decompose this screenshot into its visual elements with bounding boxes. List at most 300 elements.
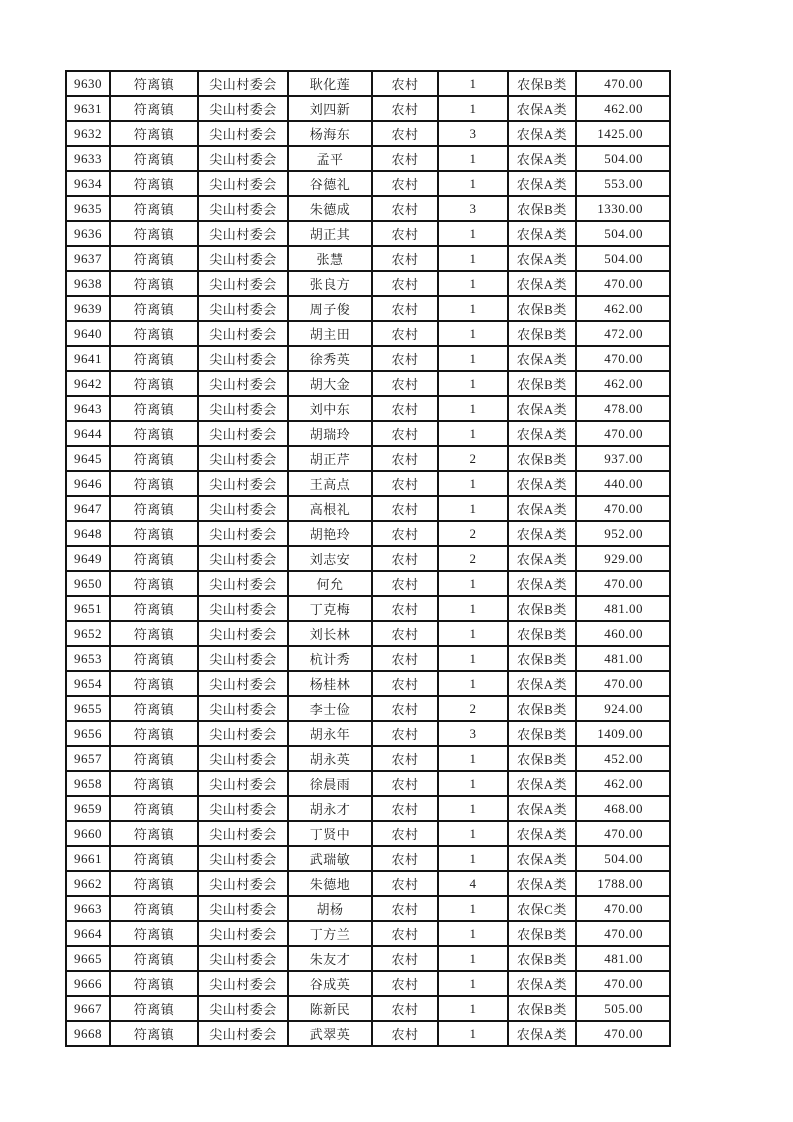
table-row: [66, 371, 670, 396]
table-row: [66, 846, 670, 871]
cell-village-committee: 尖山村委会: [198, 671, 288, 696]
cell-person-name: 张良方: [288, 271, 372, 296]
cell-area-type: 农村: [372, 471, 438, 496]
cell-area-type: 农村: [372, 446, 438, 471]
cell-area-type: 农村: [372, 521, 438, 546]
cell-person-count: 1: [438, 171, 508, 196]
cell-village-committee: 尖山村委会: [198, 646, 288, 671]
cell-person-name: 胡主田: [288, 321, 372, 346]
cell-insurance-category: 农保A类: [508, 171, 576, 196]
cell-town: 符离镇: [110, 646, 198, 671]
cell-amount: 504.00: [576, 246, 670, 271]
cell-village-committee: 尖山村委会: [198, 221, 288, 246]
cell-person-name: 朱友才: [288, 946, 372, 971]
cell-town: 符离镇: [110, 721, 198, 746]
cell-record-id: 9646: [66, 471, 110, 496]
cell-record-id: 9641: [66, 346, 110, 371]
cell-record-id: 9666: [66, 971, 110, 996]
cell-area-type: 农村: [372, 421, 438, 446]
table-row: [66, 471, 670, 496]
table-row: [66, 1021, 670, 1046]
cell-person-count: 1: [438, 596, 508, 621]
cell-village-committee: 尖山村委会: [198, 371, 288, 396]
cell-insurance-category: 农保B类: [508, 721, 576, 746]
cell-insurance-category: 农保A类: [508, 1021, 576, 1046]
cell-town: 符离镇: [110, 421, 198, 446]
cell-amount: 924.00: [576, 696, 670, 721]
cell-town: 符离镇: [110, 896, 198, 921]
cell-area-type: 农村: [372, 96, 438, 121]
table-row: [66, 671, 670, 696]
cell-person-name: 朱德成: [288, 196, 372, 221]
cell-town: 符离镇: [110, 346, 198, 371]
cell-person-count: 4: [438, 871, 508, 896]
cell-area-type: 农村: [372, 721, 438, 746]
table-row: [66, 546, 670, 571]
cell-person-name: 刘中东: [288, 396, 372, 421]
cell-record-id: 9651: [66, 596, 110, 621]
cell-town: 符离镇: [110, 196, 198, 221]
cell-village-committee: 尖山村委会: [198, 521, 288, 546]
cell-record-id: 9661: [66, 846, 110, 871]
cell-amount: 470.00: [576, 896, 670, 921]
cell-village-committee: 尖山村委会: [198, 196, 288, 221]
cell-insurance-category: 农保A类: [508, 796, 576, 821]
cell-town: 符离镇: [110, 271, 198, 296]
cell-person-count: 1: [438, 946, 508, 971]
cell-person-name: 丁方兰: [288, 921, 372, 946]
cell-record-id: 9640: [66, 321, 110, 346]
cell-area-type: 农村: [372, 571, 438, 596]
table-row: [66, 396, 670, 421]
cell-town: 符离镇: [110, 471, 198, 496]
cell-village-committee: 尖山村委会: [198, 246, 288, 271]
cell-person-count: 1: [438, 396, 508, 421]
cell-person-name: 刘四新: [288, 96, 372, 121]
cell-town: 符离镇: [110, 546, 198, 571]
cell-person-name: 高根礼: [288, 496, 372, 521]
cell-village-committee: 尖山村委会: [198, 596, 288, 621]
cell-person-name: 周子俊: [288, 296, 372, 321]
cell-record-id: 9638: [66, 271, 110, 296]
cell-person-count: 1: [438, 996, 508, 1021]
cell-record-id: 9667: [66, 996, 110, 1021]
cell-village-committee: 尖山村委会: [198, 1021, 288, 1046]
cell-village-committee: 尖山村委会: [198, 121, 288, 146]
cell-person-count: 2: [438, 546, 508, 571]
cell-person-name: 杨桂林: [288, 671, 372, 696]
cell-person-name: 谷成英: [288, 971, 372, 996]
cell-village-committee: 尖山村委会: [198, 821, 288, 846]
cell-town: 符离镇: [110, 771, 198, 796]
cell-village-committee: 尖山村委会: [198, 146, 288, 171]
cell-amount: 481.00: [576, 646, 670, 671]
table-row: [66, 596, 670, 621]
cell-person-count: 1: [438, 646, 508, 671]
cell-town: 符离镇: [110, 871, 198, 896]
cell-insurance-category: 农保A类: [508, 146, 576, 171]
cell-person-count: 1: [438, 746, 508, 771]
cell-village-committee: 尖山村委会: [198, 421, 288, 446]
cell-area-type: 农村: [372, 996, 438, 1021]
cell-area-type: 农村: [372, 921, 438, 946]
cell-person-count: 1: [438, 96, 508, 121]
cell-record-id: 9652: [66, 621, 110, 646]
cell-record-id: 9631: [66, 96, 110, 121]
cell-amount: 481.00: [576, 596, 670, 621]
cell-amount: 470.00: [576, 1021, 670, 1046]
cell-person-count: 1: [438, 296, 508, 321]
cell-record-id: 9636: [66, 221, 110, 246]
cell-person-count: 1: [438, 371, 508, 396]
cell-amount: 462.00: [576, 771, 670, 796]
cell-village-committee: 尖山村委会: [198, 446, 288, 471]
cell-person-name: 胡永英: [288, 746, 372, 771]
cell-person-count: 1: [438, 71, 508, 96]
cell-record-id: 9660: [66, 821, 110, 846]
cell-record-id: 9654: [66, 671, 110, 696]
cell-amount: 470.00: [576, 71, 670, 96]
cell-person-name: 刘志安: [288, 546, 372, 571]
cell-amount: 470.00: [576, 421, 670, 446]
cell-amount: 505.00: [576, 996, 670, 1021]
table-row: [66, 996, 670, 1021]
cell-person-count: 1: [438, 1021, 508, 1046]
cell-town: 符离镇: [110, 921, 198, 946]
table-row: [66, 921, 670, 946]
cell-person-name: 徐秀英: [288, 346, 372, 371]
cell-person-name: 刘长林: [288, 621, 372, 646]
table-row: [66, 271, 670, 296]
cell-area-type: 农村: [372, 146, 438, 171]
table-row: [66, 721, 670, 746]
cell-amount: 470.00: [576, 821, 670, 846]
table-row: [66, 296, 670, 321]
cell-insurance-category: 农保B类: [508, 371, 576, 396]
cell-insurance-category: 农保A类: [508, 221, 576, 246]
cell-town: 符离镇: [110, 321, 198, 346]
cell-insurance-category: 农保A类: [508, 521, 576, 546]
table-row: [66, 696, 670, 721]
table-row: [66, 896, 670, 921]
cell-town: 符离镇: [110, 496, 198, 521]
cell-town: 符离镇: [110, 796, 198, 821]
cell-village-committee: 尖山村委会: [198, 946, 288, 971]
table-row: [66, 971, 670, 996]
table-row: [66, 771, 670, 796]
cell-record-id: 9648: [66, 521, 110, 546]
cell-amount: 468.00: [576, 796, 670, 821]
cell-record-id: 9637: [66, 246, 110, 271]
cell-person-name: 武瑞敏: [288, 846, 372, 871]
cell-person-name: 胡永年: [288, 721, 372, 746]
cell-area-type: 农村: [372, 946, 438, 971]
cell-area-type: 农村: [372, 696, 438, 721]
cell-person-count: 1: [438, 796, 508, 821]
cell-amount: 478.00: [576, 396, 670, 421]
cell-area-type: 农村: [372, 621, 438, 646]
cell-town: 符离镇: [110, 396, 198, 421]
table-row: [66, 146, 670, 171]
cell-amount: 1330.00: [576, 196, 670, 221]
cell-area-type: 农村: [372, 246, 438, 271]
cell-village-committee: 尖山村委会: [198, 996, 288, 1021]
cell-person-count: 1: [438, 771, 508, 796]
cell-person-name: 丁贤中: [288, 821, 372, 846]
cell-amount: 929.00: [576, 546, 670, 571]
cell-amount: 470.00: [576, 921, 670, 946]
cell-town: 符离镇: [110, 1021, 198, 1046]
cell-person-count: 1: [438, 146, 508, 171]
cell-area-type: 农村: [372, 396, 438, 421]
cell-person-name: 胡艳玲: [288, 521, 372, 546]
cell-person-count: 2: [438, 696, 508, 721]
table-row: [66, 571, 670, 596]
cell-amount: 937.00: [576, 446, 670, 471]
cell-insurance-category: 农保B类: [508, 446, 576, 471]
cell-area-type: 农村: [372, 871, 438, 896]
cell-insurance-category: 农保A类: [508, 871, 576, 896]
cell-village-committee: 尖山村委会: [198, 871, 288, 896]
cell-record-id: 9653: [66, 646, 110, 671]
table-row: [66, 446, 670, 471]
cell-town: 符离镇: [110, 171, 198, 196]
cell-town: 符离镇: [110, 996, 198, 1021]
cell-town: 符离镇: [110, 221, 198, 246]
cell-person-count: 1: [438, 346, 508, 371]
cell-person-count: 1: [438, 571, 508, 596]
cell-record-id: 9649: [66, 546, 110, 571]
cell-record-id: 9634: [66, 171, 110, 196]
cell-insurance-category: 农保A类: [508, 96, 576, 121]
table-row: [66, 796, 670, 821]
cell-area-type: 农村: [372, 896, 438, 921]
cell-insurance-category: 农保B类: [508, 596, 576, 621]
cell-town: 符离镇: [110, 696, 198, 721]
table-row: [66, 96, 670, 121]
cell-insurance-category: 农保B类: [508, 621, 576, 646]
cell-village-committee: 尖山村委会: [198, 321, 288, 346]
cell-record-id: 9663: [66, 896, 110, 921]
cell-village-committee: 尖山村委会: [198, 396, 288, 421]
cell-person-count: 2: [438, 521, 508, 546]
cell-area-type: 农村: [372, 271, 438, 296]
cell-town: 符离镇: [110, 246, 198, 271]
cell-insurance-category: 农保A类: [508, 846, 576, 871]
cell-village-committee: 尖山村委会: [198, 471, 288, 496]
cell-person-count: 1: [438, 971, 508, 996]
cell-town: 符离镇: [110, 971, 198, 996]
cell-town: 符离镇: [110, 96, 198, 121]
cell-insurance-category: 农保A类: [508, 471, 576, 496]
cell-town: 符离镇: [110, 371, 198, 396]
cell-person-count: 1: [438, 846, 508, 871]
cell-record-id: 9642: [66, 371, 110, 396]
cell-person-name: 谷德礼: [288, 171, 372, 196]
cell-record-id: 9657: [66, 746, 110, 771]
cell-amount: 952.00: [576, 521, 670, 546]
cell-person-name: 徐晨雨: [288, 771, 372, 796]
cell-insurance-category: 农保B类: [508, 696, 576, 721]
cell-person-count: 2: [438, 446, 508, 471]
table-row: [66, 871, 670, 896]
table-row: [66, 346, 670, 371]
table-row: [66, 496, 670, 521]
cell-area-type: 农村: [372, 496, 438, 521]
table-row: [66, 246, 670, 271]
cell-village-committee: 尖山村委会: [198, 846, 288, 871]
cell-town: 符离镇: [110, 821, 198, 846]
cell-record-id: 9662: [66, 871, 110, 896]
cell-area-type: 农村: [372, 121, 438, 146]
cell-person-count: 1: [438, 921, 508, 946]
cell-insurance-category: 农保B类: [508, 646, 576, 671]
cell-amount: 460.00: [576, 621, 670, 646]
cell-person-name: 杨海东: [288, 121, 372, 146]
cell-village-committee: 尖山村委会: [198, 496, 288, 521]
cell-amount: 481.00: [576, 946, 670, 971]
table-row: [66, 121, 670, 146]
cell-record-id: 9668: [66, 1021, 110, 1046]
cell-town: 符离镇: [110, 571, 198, 596]
cell-amount: 1425.00: [576, 121, 670, 146]
cell-area-type: 农村: [372, 321, 438, 346]
cell-person-count: 3: [438, 721, 508, 746]
cell-amount: 452.00: [576, 746, 670, 771]
cell-person-count: 1: [438, 496, 508, 521]
cell-amount: 470.00: [576, 971, 670, 996]
cell-person-name: 李士俭: [288, 696, 372, 721]
cell-village-committee: 尖山村委会: [198, 696, 288, 721]
cell-insurance-category: 农保A类: [508, 971, 576, 996]
cell-record-id: 9656: [66, 721, 110, 746]
cell-town: 符离镇: [110, 596, 198, 621]
cell-record-id: 9647: [66, 496, 110, 521]
cell-insurance-category: 农保A类: [508, 821, 576, 846]
cell-insurance-category: 农保C类: [508, 896, 576, 921]
table-row: [66, 171, 670, 196]
cell-person-name: 朱德地: [288, 871, 372, 896]
cell-amount: 462.00: [576, 296, 670, 321]
cell-area-type: 农村: [372, 746, 438, 771]
cell-person-name: 胡永才: [288, 796, 372, 821]
table-body: [66, 71, 670, 1046]
cell-person-count: 1: [438, 321, 508, 346]
cell-village-committee: 尖山村委会: [198, 771, 288, 796]
cell-village-committee: 尖山村委会: [198, 921, 288, 946]
cell-insurance-category: 农保A类: [508, 571, 576, 596]
cell-village-committee: 尖山村委会: [198, 171, 288, 196]
cell-person-name: 胡正芹: [288, 446, 372, 471]
cell-insurance-category: 农保B类: [508, 921, 576, 946]
cell-area-type: 农村: [372, 71, 438, 96]
cell-village-committee: 尖山村委会: [198, 96, 288, 121]
cell-person-name: 耿化莲: [288, 71, 372, 96]
cell-record-id: 9639: [66, 296, 110, 321]
cell-record-id: 9665: [66, 946, 110, 971]
cell-person-name: 杭计秀: [288, 646, 372, 671]
cell-village-committee: 尖山村委会: [198, 971, 288, 996]
cell-insurance-category: 农保A类: [508, 396, 576, 421]
cell-record-id: 9659: [66, 796, 110, 821]
cell-amount: 470.00: [576, 571, 670, 596]
cell-person-name: 武翠英: [288, 1021, 372, 1046]
cell-insurance-category: 农保A类: [508, 346, 576, 371]
table-row: [66, 196, 670, 221]
cell-area-type: 农村: [372, 371, 438, 396]
cell-area-type: 农村: [372, 1021, 438, 1046]
cell-area-type: 农村: [372, 646, 438, 671]
cell-record-id: 9632: [66, 121, 110, 146]
cell-area-type: 农村: [372, 171, 438, 196]
cell-village-committee: 尖山村委会: [198, 721, 288, 746]
table-row: [66, 321, 670, 346]
cell-village-committee: 尖山村委会: [198, 546, 288, 571]
cell-insurance-category: 农保A类: [508, 121, 576, 146]
cell-area-type: 农村: [372, 546, 438, 571]
table-row: [66, 646, 670, 671]
cell-insurance-category: 农保B类: [508, 296, 576, 321]
cell-area-type: 农村: [372, 346, 438, 371]
cell-insurance-category: 农保A类: [508, 246, 576, 271]
cell-person-name: 胡瑞玲: [288, 421, 372, 446]
cell-person-name: 胡大金: [288, 371, 372, 396]
cell-town: 符离镇: [110, 946, 198, 971]
cell-person-name: 张慧: [288, 246, 372, 271]
cell-person-count: 1: [438, 471, 508, 496]
cell-amount: 504.00: [576, 146, 670, 171]
table-row: [66, 221, 670, 246]
cell-town: 符离镇: [110, 846, 198, 871]
cell-town: 符离镇: [110, 446, 198, 471]
cell-record-id: 9645: [66, 446, 110, 471]
cell-town: 符离镇: [110, 621, 198, 646]
cell-village-committee: 尖山村委会: [198, 296, 288, 321]
cell-amount: 440.00: [576, 471, 670, 496]
cell-insurance-category: 农保B类: [508, 71, 576, 96]
cell-record-id: 9644: [66, 421, 110, 446]
cell-village-committee: 尖山村委会: [198, 621, 288, 646]
cell-insurance-category: 农保B类: [508, 321, 576, 346]
cell-person-name: 丁克梅: [288, 596, 372, 621]
cell-person-count: 3: [438, 121, 508, 146]
cell-village-committee: 尖山村委会: [198, 571, 288, 596]
cell-amount: 553.00: [576, 171, 670, 196]
table-row: [66, 946, 670, 971]
cell-village-committee: 尖山村委会: [198, 796, 288, 821]
cell-record-id: 9635: [66, 196, 110, 221]
cell-village-committee: 尖山村委会: [198, 71, 288, 96]
cell-insurance-category: 农保B类: [508, 196, 576, 221]
cell-record-id: 9650: [66, 571, 110, 596]
cell-insurance-category: 农保A类: [508, 546, 576, 571]
cell-amount: 1409.00: [576, 721, 670, 746]
cell-insurance-category: 农保A类: [508, 421, 576, 446]
cell-person-name: 陈新民: [288, 996, 372, 1021]
cell-person-count: 1: [438, 221, 508, 246]
cell-amount: 504.00: [576, 846, 670, 871]
cell-amount: 504.00: [576, 221, 670, 246]
cell-insurance-category: 农保A类: [508, 671, 576, 696]
cell-village-committee: 尖山村委会: [198, 746, 288, 771]
table-row: [66, 746, 670, 771]
cell-village-committee: 尖山村委会: [198, 896, 288, 921]
cell-area-type: 农村: [372, 771, 438, 796]
benefits-table: [65, 70, 671, 1047]
cell-town: 符离镇: [110, 146, 198, 171]
cell-amount: 470.00: [576, 496, 670, 521]
cell-area-type: 农村: [372, 846, 438, 871]
